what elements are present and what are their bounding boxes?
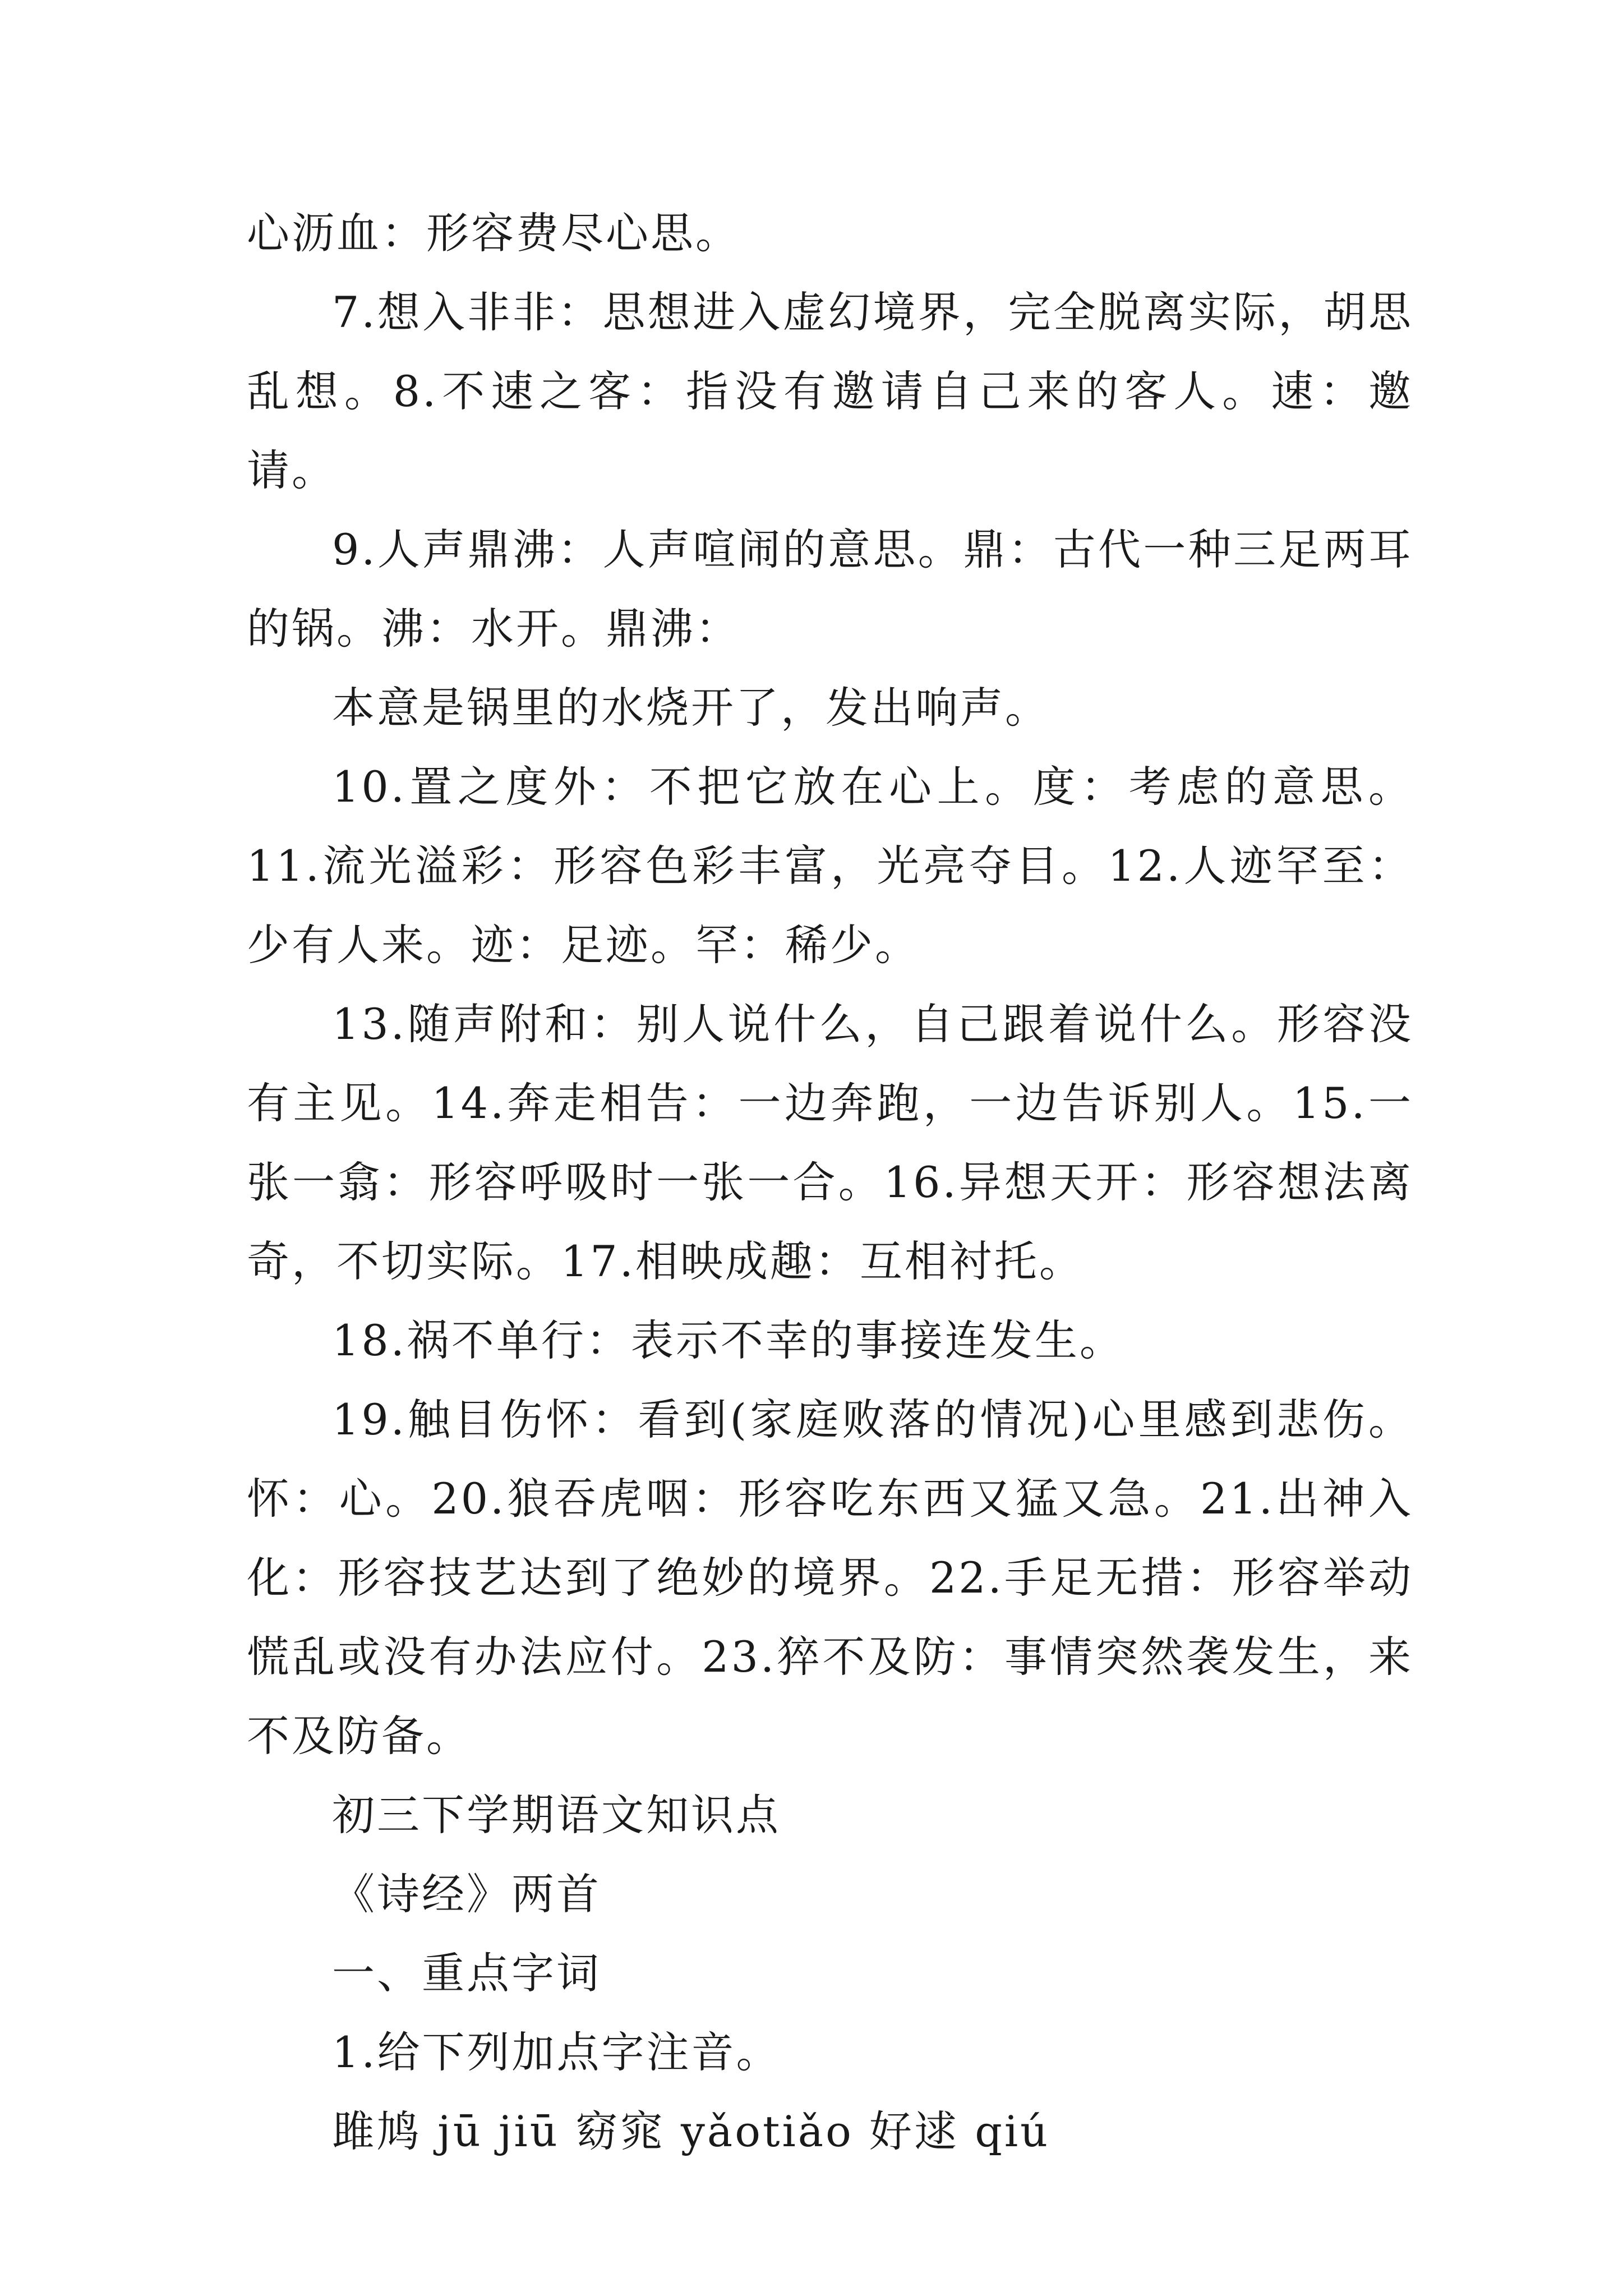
paragraph: 本意是锅里的水烧开了，发出响声。 xyxy=(332,683,1050,733)
paragraph: 7.想入非非：思想进入虚幻境界，完全脱离实际，胡思乱想。8.不速之客：指没有邀请自己来的客人。速：邀请。 xyxy=(247,287,1413,495)
paragraph: 10.置之度外：不把它放在心上。度：考虑的意思。11.流光溢彩：形容色彩丰富，光亮夺目。12.人迹罕至：少有人来。迹：足迹。罕：稀少。 xyxy=(247,762,1413,970)
paragraph: 13.随声附和：别人说什么，自己跟着说什么。形容没有主见。14.奔走相告：一边奔跑，一边告诉别人。15.一张一翕：形容呼吸时一张一合。16.异想天开：形容想法离奇，不切实际。17.相映成趣：互相衬托。 xyxy=(247,999,1413,1286)
pinyin-line: 雎鸠 jū jiū 窈窕 yǎotiǎo 好逑 qiú xyxy=(332,2106,1050,2156)
paragraph: 心沥血：形容费尽心思。 xyxy=(247,208,740,258)
section-heading: 初三下学期语文知识点 xyxy=(332,1790,781,1840)
document-body xyxy=(247,194,1413,2171)
paragraph: 19.触目伤怀：看到(家庭败落的情况)心里感到悲伤。怀：心。20.狼吞虎咽：形容吃东西又猛又急。21.出神入化：形容技艺达到了绝妙的境界。22.手足无措：形容举动慌乱或没有办法应付。23.猝不及防：事情突然袭发生，来不及防备。 xyxy=(247,1395,1413,1761)
exercise-instruction: 1.给下列加点字注音。 xyxy=(332,2027,781,2077)
lesson-title: 《诗经》两首 xyxy=(332,1869,601,1919)
paragraph: 18.祸不单行：表示不幸的事接连发生。 xyxy=(332,1315,1124,1365)
paragraph: 9.人声鼎沸：人声喧闹的意思。鼎：古代一种三足两耳的锅。沸：水开。鼎沸： xyxy=(247,524,1413,654)
section-subheading: 一、重点字词 xyxy=(332,1948,601,1998)
